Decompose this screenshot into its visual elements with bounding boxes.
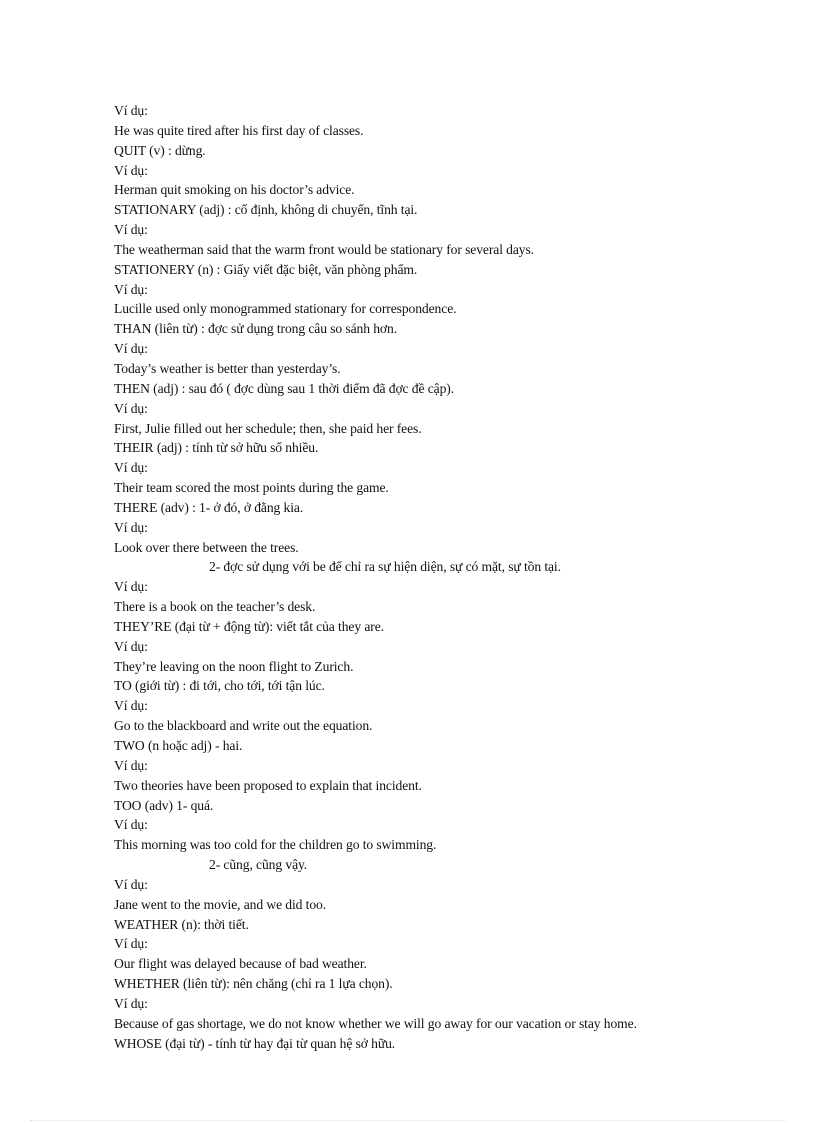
text-line: Ví dụ: (114, 757, 148, 773)
text-line: Herman quit smoking on his doctor’s advice. (114, 182, 355, 198)
text-line: STATIONERY (n) : Giấy viết đặc biệt, văn phòng phẩm. (114, 261, 418, 277)
text-line: 2- cũng, cũng vậy. (209, 857, 308, 873)
text-line: Ví dụ: (114, 698, 148, 714)
text-line: WEATHER (n): thời tiết. (114, 916, 249, 932)
text-line: TWO (n hoặc adj) - hai. (114, 738, 243, 753)
text-line: TOO (adv) 1- quá. (114, 797, 214, 813)
text-line: Ví dụ: (114, 519, 148, 535)
text-line: Ví dụ: (114, 876, 148, 892)
text-line: WHETHER (liên từ): nên chăng (chỉ ra 1 lựa chọn). (114, 976, 393, 992)
text-line: Today’s weather is better than yesterday’s. (114, 360, 341, 376)
text-line: Jane went to the movie, and we did too. (114, 896, 327, 912)
text-line: WHOSE (đại từ) - tính từ hay đại từ quan hệ sở hữu. (114, 1035, 396, 1051)
text-line: Look over there between the trees. (114, 539, 299, 555)
text-line: THEY’RE (đại từ + động từ): viết tắt của they are. (114, 618, 384, 634)
text-line: THAN (liên từ) : đợc sử dụng trong câu so sánh hơn. (114, 321, 398, 337)
text-line: The weatherman said that the warm front would be stationary for several days. (114, 241, 534, 257)
text-line: There is a book on the teacher’s desk. (114, 599, 316, 615)
text-line: STATIONARY (adj) : cố định, không di chuyển, tĩnh tại. (114, 202, 418, 218)
page-bottom-divider (30, 1120, 786, 1121)
text-line: Ví dụ: (114, 460, 148, 476)
text-line: This morning was too cold for the children go to swimming. (114, 837, 437, 853)
text-line: Ví dụ: (114, 995, 148, 1011)
text-line: He was quite tired after his first day of classes. (114, 122, 364, 138)
text-line: Ví dụ: (114, 162, 148, 178)
text-line: Ví dụ: (114, 281, 148, 297)
text-line: Because of gas shortage, we do not know whether we will go away for our vacation or stay home. (114, 1015, 637, 1031)
text-line: Ví dụ: (114, 579, 148, 595)
text-line: QUIT (v) : dừng. (114, 142, 206, 158)
text-line: Ví dụ: (114, 222, 148, 238)
text-line: Lucille used only monogrammed stationary for correspondence. (114, 301, 457, 317)
text-line: Go to the blackboard and write out the equation. (114, 718, 373, 734)
text-line: Ví dụ: (114, 400, 148, 416)
document-body (114, 101, 804, 1054)
text-line: THERE (adv) : 1- ở đó, ở đằng kia. (114, 499, 304, 515)
text-line: TO (giới từ) : đi tới, cho tới, tới tận lúc. (114, 678, 325, 694)
text-line: THEIR (adj) : tính từ sở hữu số nhiều. (114, 440, 319, 456)
text-line: Ví dụ: (114, 817, 148, 833)
text-line: THEN (adj) : sau đó ( đợc dùng sau 1 thời điểm đã đợc đề cập). (114, 380, 455, 396)
text-line: Our flight was delayed because of bad weather. (114, 956, 367, 972)
text-line: 2- đợc sử dụng với be để chỉ ra sự hiện diện, sự có mặt, sự tồn tại. (209, 559, 561, 575)
text-line: Ví dụ: (114, 936, 148, 952)
text-line: They’re leaving on the noon flight to Zurich. (114, 658, 354, 674)
text-line: Ví dụ: (114, 103, 148, 118)
text-line: Ví dụ: (114, 341, 148, 357)
text-line: Their team scored the most points during the game. (114, 480, 389, 496)
text-line: Two theories have been proposed to explain that incident. (114, 777, 422, 793)
text-line: First, Julie filled out her schedule; then, she paid her fees. (114, 420, 422, 436)
text-line: Ví dụ: (114, 638, 148, 654)
